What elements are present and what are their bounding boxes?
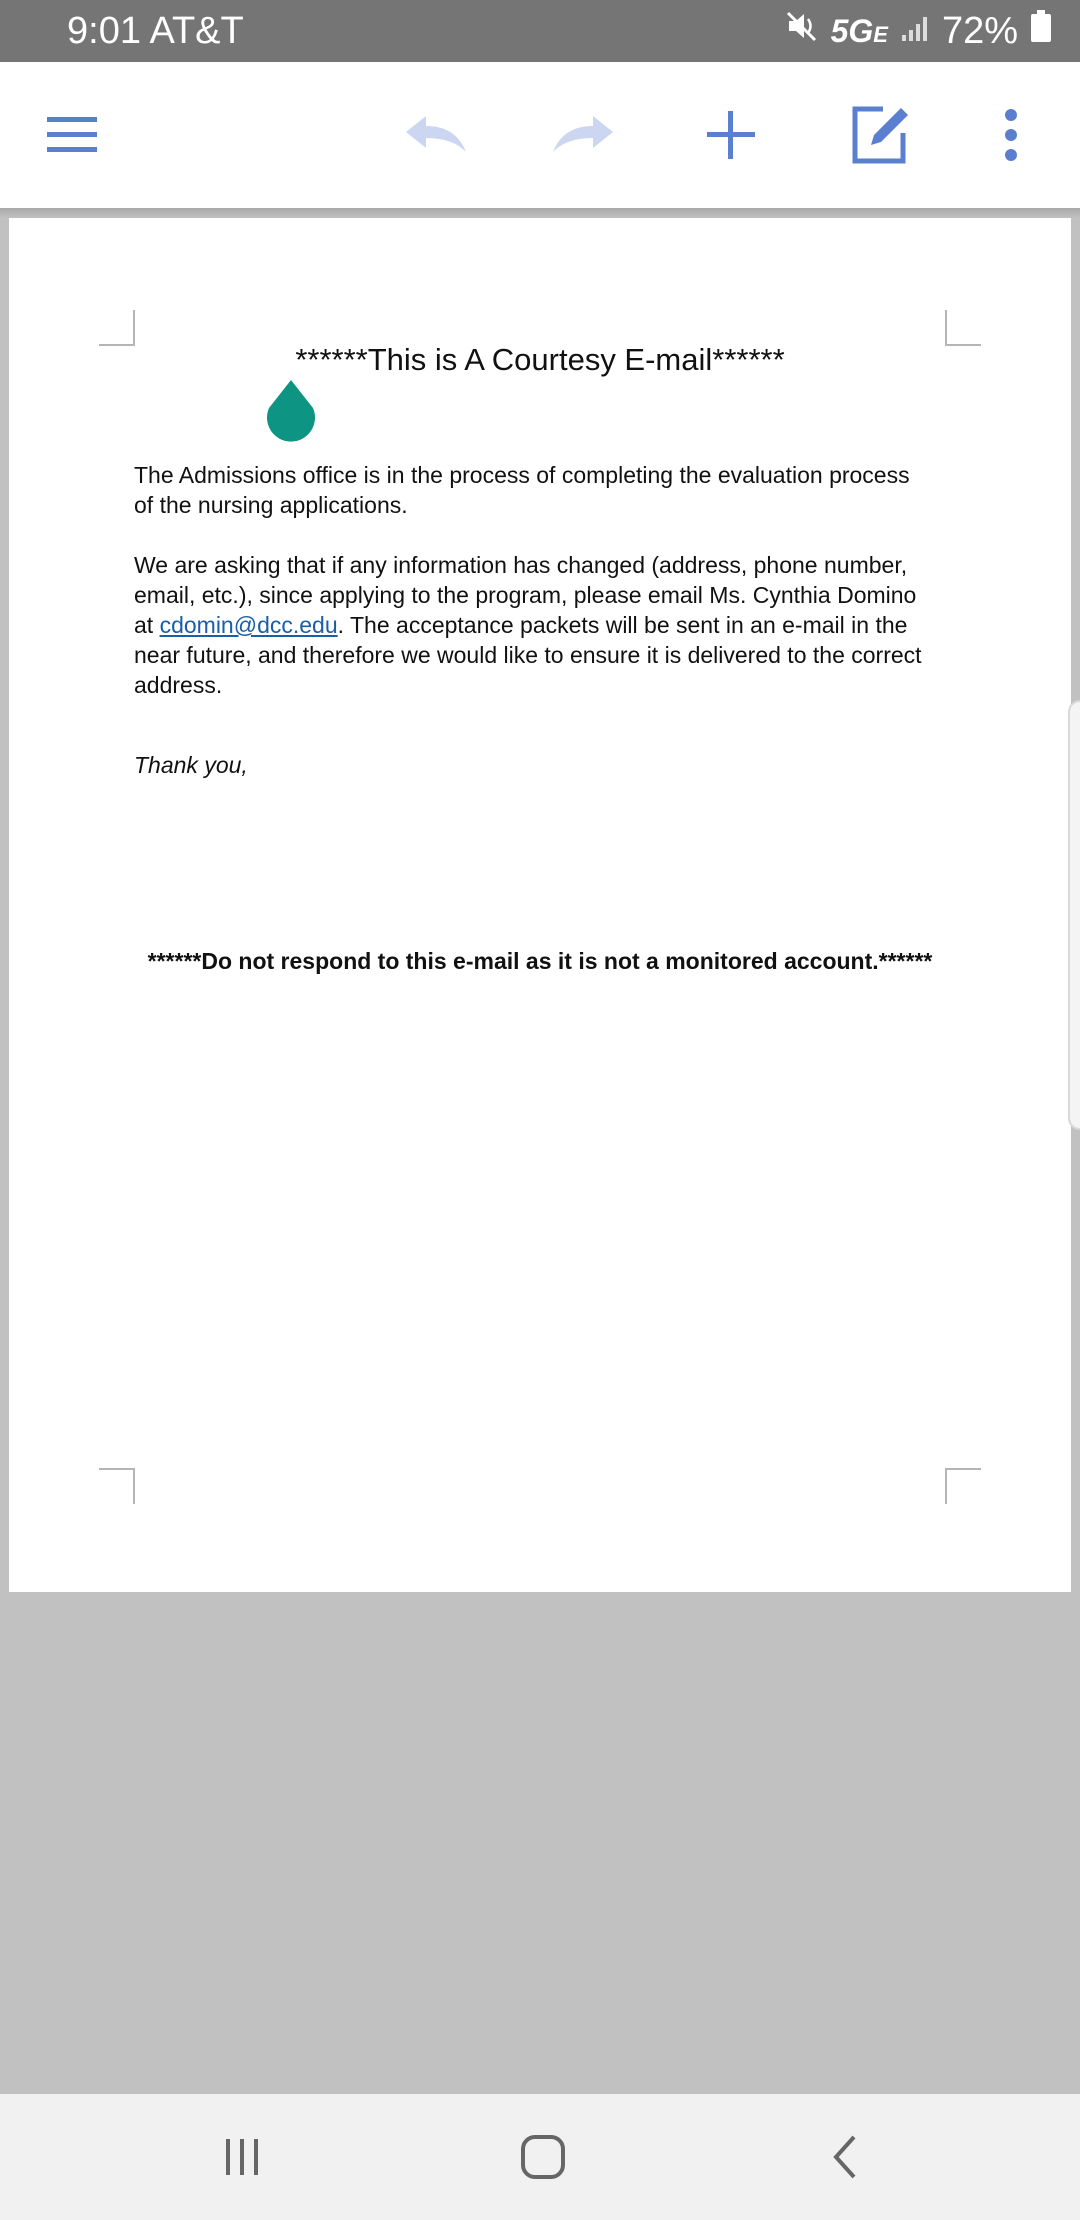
paragraph-1: The Admissions office is in the process of completing the evaluation process of the nursing applications.: [134, 462, 910, 518]
margin-corner-bottom-left: [99, 1468, 135, 1504]
margin-corner-top-left: [99, 310, 135, 346]
more-options-button[interactable]: [966, 90, 1056, 180]
cursor-handle-icon: [263, 378, 319, 444]
undo-button[interactable]: [391, 90, 481, 180]
closing-text: Thank you,: [134, 752, 248, 778]
toolbar-shadow: [0, 208, 1080, 218]
status-time-carrier: [67, 8, 244, 54]
paragraph-2-text-end: . The acceptance packets will be sent in an e-mail in the near future, and therefore we would like to ensure it is delivered to the correct address.: [134, 612, 922, 698]
redo-icon: [548, 110, 618, 160]
system-nav-bar: [0, 2094, 1080, 2220]
scroll-handle[interactable]: [1068, 700, 1080, 1130]
signal-icon: [900, 10, 930, 53]
menu-icon: [45, 113, 101, 157]
document-title[interactable]: ******This is A Courtesy E-mail******: [295, 342, 785, 377]
document-body[interactable]: [134, 460, 934, 730]
edit-icon: [849, 103, 913, 167]
recent-apps-icon: [220, 2135, 264, 2179]
status-icons: [785, 6, 1052, 56]
more-vert-icon: [1001, 105, 1021, 165]
footer-note: ******Do not respond to this e-mail as it is not a monitored account.******: [147, 948, 933, 974]
redo-button[interactable]: [538, 90, 628, 180]
add-button[interactable]: [686, 90, 776, 180]
menu-button[interactable]: [28, 90, 118, 180]
back-button[interactable]: [806, 2122, 886, 2192]
paragraph-2-text-start: We are asking that if any information has changed (address, phone number, email, etc.), since applying to the program, please email Ms. Cynthia Domino at: [134, 552, 917, 638]
edit-button[interactable]: [836, 90, 926, 180]
network-type: [831, 13, 888, 50]
paragraph-2: [134, 550, 934, 700]
email-link[interactable]: cdomin@dcc.edu: [159, 612, 338, 638]
document-page[interactable]: [9, 218, 1071, 1592]
undo-icon: [401, 110, 471, 160]
battery-percent: 72%: [941, 9, 1018, 52]
home-icon: [519, 2133, 567, 2181]
app-toolbar: [0, 62, 1080, 208]
recent-apps-button[interactable]: [202, 2122, 282, 2192]
network-suffix: E: [873, 21, 888, 47]
back-icon: [826, 2133, 866, 2181]
network-label: 5G: [830, 12, 874, 49]
status-time: 9:01: [67, 10, 141, 52]
status-bar: [0, 0, 1080, 62]
mute-icon: [785, 9, 819, 53]
status-carrier: AT&T: [149, 10, 244, 52]
battery-icon: [1030, 9, 1052, 53]
home-button[interactable]: [503, 2122, 583, 2192]
add-icon: [703, 107, 759, 163]
text-cursor-handle[interactable]: [263, 378, 319, 444]
margin-corner-bottom-right: [945, 1468, 981, 1504]
margin-corner-top-right: [945, 310, 981, 346]
